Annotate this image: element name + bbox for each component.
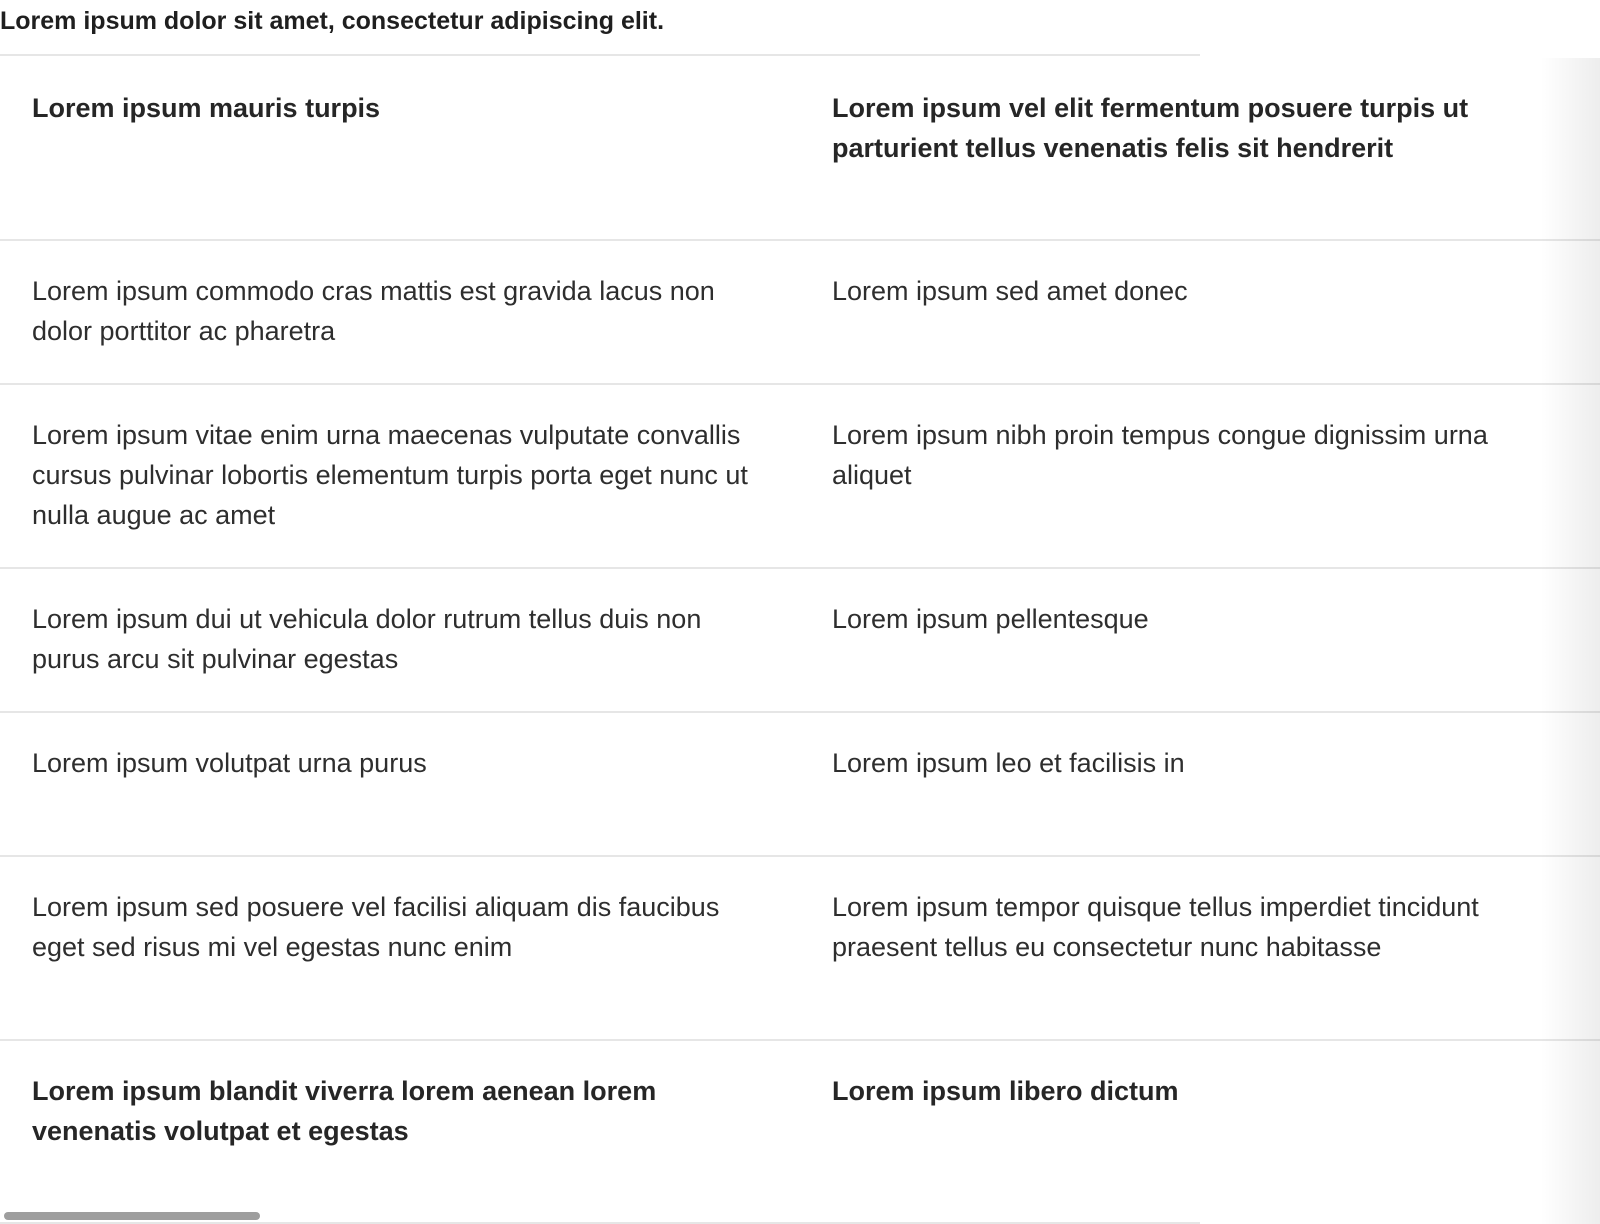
table-cell: Lorem ipsum sed posuere vel facilisi aliquam dis faucibus eget sed risus mi vel egestas nunc enim (0, 856, 800, 1040)
table-cell: Lorem ipsum tempor quisque tellus imperdiet tincidunt praesent tellus eu consectetur nunc habitasse (800, 856, 1600, 1040)
table-footer-row (0, 1040, 1600, 1210)
table-row (0, 384, 1600, 568)
table-cell: Lorem ipsum sed amet donec (800, 240, 1600, 384)
table-cell: Lorem ipsum vitae enim urna maecenas vulputate convallis cursus pulvinar lobortis elementum turpis porta eget nunc ut nulla augue ac amet (0, 384, 800, 568)
table-caption: Lorem ipsum dolor sit amet, consectetur adipiscing elit. (0, 0, 1200, 56)
table-row (0, 240, 1600, 384)
table-row (0, 712, 1600, 856)
scrollbar-thumb[interactable] (4, 1212, 260, 1220)
table-row (0, 856, 1600, 1040)
table-cell: Lorem ipsum libero dictum (832, 1076, 1179, 1106)
table-cell: Lorem ipsum dui ut vehicula dolor rutrum tellus duis non purus arcu sit pulvinar egestas (0, 568, 800, 712)
table-cell: Lorem ipsum nibh proin tempus congue dignissim urna aliquet (800, 384, 1600, 568)
table-scroll-container[interactable] (0, 58, 1488, 1224)
table-cell: Lorem ipsum volutpat urna purus (0, 712, 800, 856)
table-cell: Lorem ipsum pellentesque (800, 568, 1600, 712)
table-row (0, 568, 1600, 712)
table-cell: Lorem ipsum blandit viverra lorem aenean lorem venenatis volutpat et egestas (32, 1076, 657, 1146)
data-table (0, 58, 1600, 1210)
horizontal-scrollbar[interactable] (0, 1208, 1200, 1224)
table-cell: Lorem ipsum leo et facilisis in (800, 712, 1600, 856)
table-header-row (0, 58, 1600, 240)
column-header-2: Lorem ipsum vel elit fermentum posuere turpis ut parturient tellus venenatis felis sit hendrerit (800, 58, 1600, 240)
column-header-1: Lorem ipsum mauris turpis (0, 58, 800, 240)
table-cell: Lorem ipsum commodo cras mattis est gravida lacus non dolor porttitor ac pharetra (0, 240, 800, 384)
